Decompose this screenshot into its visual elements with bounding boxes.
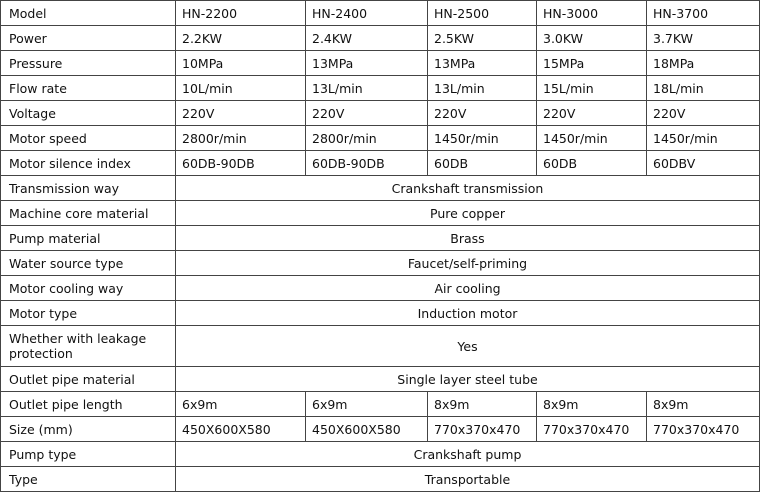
row-label: Transmission way (1, 176, 176, 201)
value-cell: 770x370x470 (537, 417, 647, 442)
value-cell: 18MPa (647, 51, 760, 76)
row-label: Machine core material (1, 201, 176, 226)
row-voltage (1, 101, 760, 126)
value-cell: 2.4KW (306, 26, 428, 51)
row-label: Motor cooling way (1, 276, 176, 301)
row-size (1, 417, 760, 442)
row-leakage (1, 326, 760, 367)
value-cell: 1450r/min (537, 126, 647, 151)
row-label: Model (1, 1, 176, 26)
row-power (1, 26, 760, 51)
row-label: Whether with leakage protection (1, 326, 176, 367)
row-transmission (1, 176, 760, 201)
merged-value-cell: Faucet/self-priming (176, 251, 760, 276)
row-label: Size (mm) (1, 417, 176, 442)
row-label: Voltage (1, 101, 176, 126)
value-cell: 15MPa (537, 51, 647, 76)
value-cell: 10L/min (176, 76, 306, 101)
merged-value-cell: Single layer steel tube (176, 367, 760, 392)
row-label: Water source type (1, 251, 176, 276)
value-cell: 13MPa (306, 51, 428, 76)
value-cell: 15L/min (537, 76, 647, 101)
row-label: Motor type (1, 301, 176, 326)
row-label: Type (1, 467, 176, 492)
merged-value-cell: Induction motor (176, 301, 760, 326)
row-label: Pump material (1, 226, 176, 251)
value-cell: 10MPa (176, 51, 306, 76)
row-label: Pump type (1, 442, 176, 467)
row-silence-index (1, 151, 760, 176)
value-cell: 60DBV (647, 151, 760, 176)
merged-value-cell: Brass (176, 226, 760, 251)
value-cell: 8x9m (537, 392, 647, 417)
value-cell: 3.7KW (647, 26, 760, 51)
value-cell: 60DB-90DB (306, 151, 428, 176)
value-cell: 8x9m (428, 392, 537, 417)
row-water-source (1, 251, 760, 276)
value-cell: 6x9m (306, 392, 428, 417)
row-outlet-length (1, 392, 760, 417)
row-label: Power (1, 26, 176, 51)
value-cell: 60DB-90DB (176, 151, 306, 176)
row-motor-speed (1, 126, 760, 151)
value-cell: 6x9m (176, 392, 306, 417)
value-cell: 220V (176, 101, 306, 126)
value-cell: 220V (537, 101, 647, 126)
row-label: Outlet pipe material (1, 367, 176, 392)
row-cooling (1, 276, 760, 301)
model-cell: HN-2500 (428, 1, 537, 26)
model-cell: HN-2400 (306, 1, 428, 26)
value-cell: 2800r/min (176, 126, 306, 151)
merged-value-cell: Pure copper (176, 201, 760, 226)
value-cell: 1450r/min (647, 126, 760, 151)
row-model (1, 1, 760, 26)
value-cell: 13L/min (428, 76, 537, 101)
row-label: Motor silence index (1, 151, 176, 176)
row-outlet-material (1, 367, 760, 392)
value-cell: 770x370x470 (428, 417, 537, 442)
value-cell: 8x9m (647, 392, 760, 417)
row-motor-type (1, 301, 760, 326)
row-type (1, 467, 760, 492)
value-cell: 220V (428, 101, 537, 126)
row-pressure (1, 51, 760, 76)
merged-value-cell: Yes (176, 326, 760, 367)
merged-value-cell: Transportable (176, 467, 760, 492)
value-cell: 2.5KW (428, 26, 537, 51)
merged-value-cell: Air cooling (176, 276, 760, 301)
row-pump-material (1, 226, 760, 251)
value-cell: 13L/min (306, 76, 428, 101)
value-cell: 3.0KW (537, 26, 647, 51)
row-label: Flow rate (1, 76, 176, 101)
value-cell: 2800r/min (306, 126, 428, 151)
value-cell: 18L/min (647, 76, 760, 101)
model-cell: HN-3000 (537, 1, 647, 26)
value-cell: 220V (306, 101, 428, 126)
row-flow-rate (1, 76, 760, 101)
value-cell: 1450r/min (428, 126, 537, 151)
value-cell: 60DB (537, 151, 647, 176)
row-label: Motor speed (1, 126, 176, 151)
row-core-material (1, 201, 760, 226)
merged-value-cell: Crankshaft pump (176, 442, 760, 467)
value-cell: 2.2KW (176, 26, 306, 51)
model-cell: HN-2200 (176, 1, 306, 26)
value-cell: 60DB (428, 151, 537, 176)
row-label: Outlet pipe length (1, 392, 176, 417)
row-label: Pressure (1, 51, 176, 76)
value-cell: 770x370x470 (647, 417, 760, 442)
value-cell: 450X600X580 (176, 417, 306, 442)
value-cell: 450X600X580 (306, 417, 428, 442)
merged-value-cell: Crankshaft transmission (176, 176, 760, 201)
model-cell: HN-3700 (647, 1, 760, 26)
value-cell: 13MPa (428, 51, 537, 76)
value-cell: 220V (647, 101, 760, 126)
row-pump-type (1, 442, 760, 467)
